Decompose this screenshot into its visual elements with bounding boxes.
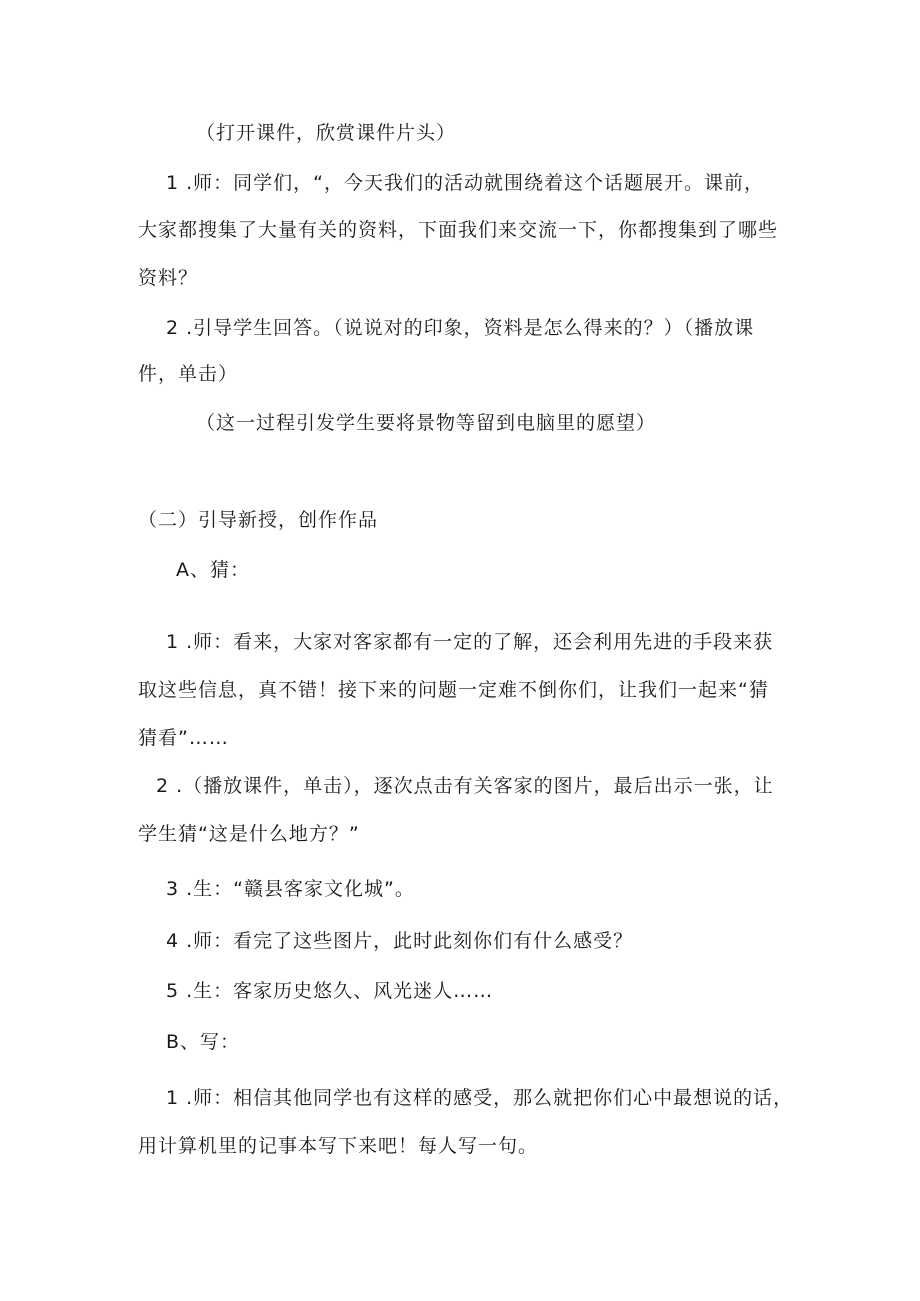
paragraph-4-line-1: 2 .（播放课件，单击），逐次点击有关客家的图片，最后出示一张，让 [156, 775, 774, 797]
subsection-a-heading: A、猜： [176, 559, 250, 581]
paragraph-4-line-2: 学生猜“这是什么地方？” [138, 823, 360, 845]
paragraph-1-line-3: 资料？ [138, 267, 199, 289]
note-open-courseware: （打开课件，欣赏课件片头） [196, 122, 457, 144]
paragraph-3-line-2: 取这些信息，真不错！接下来的问题一定难不倒你们，让我们一起来“猜 [138, 679, 769, 701]
paragraph-2-line-1: 2 .引导学生回答。（说说对的印象，资料是怎么得来的？）（播放课 [166, 317, 755, 339]
paragraph-3-line-3: 猜看”…… [138, 727, 229, 749]
subsection-b-heading: B、写： [166, 1031, 241, 1053]
list-item-4: 4 .师：看完了这些图片，此时此刻你们有什么感受？ [166, 930, 634, 952]
list-item-3: 3 .生：“赣县客家文化城”。 [166, 878, 415, 900]
paragraph-5-line-2: 用计算机里的记事本写下来吧！每人写一句。 [138, 1135, 539, 1157]
paragraph-3-line-1: 1 .师：看来，大家对客家都有一定的了解，还会利用先进的手段来获 [166, 631, 774, 653]
section-heading: （二）引导新授，创作作品 [138, 509, 379, 531]
list-item-5: 5 .生：客家历史悠久、风光迷人…… [166, 980, 494, 1002]
paragraph-2-line-2: 件，单击） [138, 363, 239, 385]
paragraph-1-line-1: 1 .师：同学们，“，今天我们的活动就围绕着这个话题展开。课前， [166, 172, 765, 194]
paragraph-1-line-2: 大家都搜集了大量有关的资料，下面我们来交流一下，你都搜集到了哪些 [138, 219, 779, 241]
paragraph-5-line-1: 1 .师：相信其他同学也有这样的感受，那么就把你们心中最想说的话， [166, 1087, 794, 1109]
note-process: （这一过程引发学生要将景物等留到电脑里的愿望） [196, 412, 657, 434]
